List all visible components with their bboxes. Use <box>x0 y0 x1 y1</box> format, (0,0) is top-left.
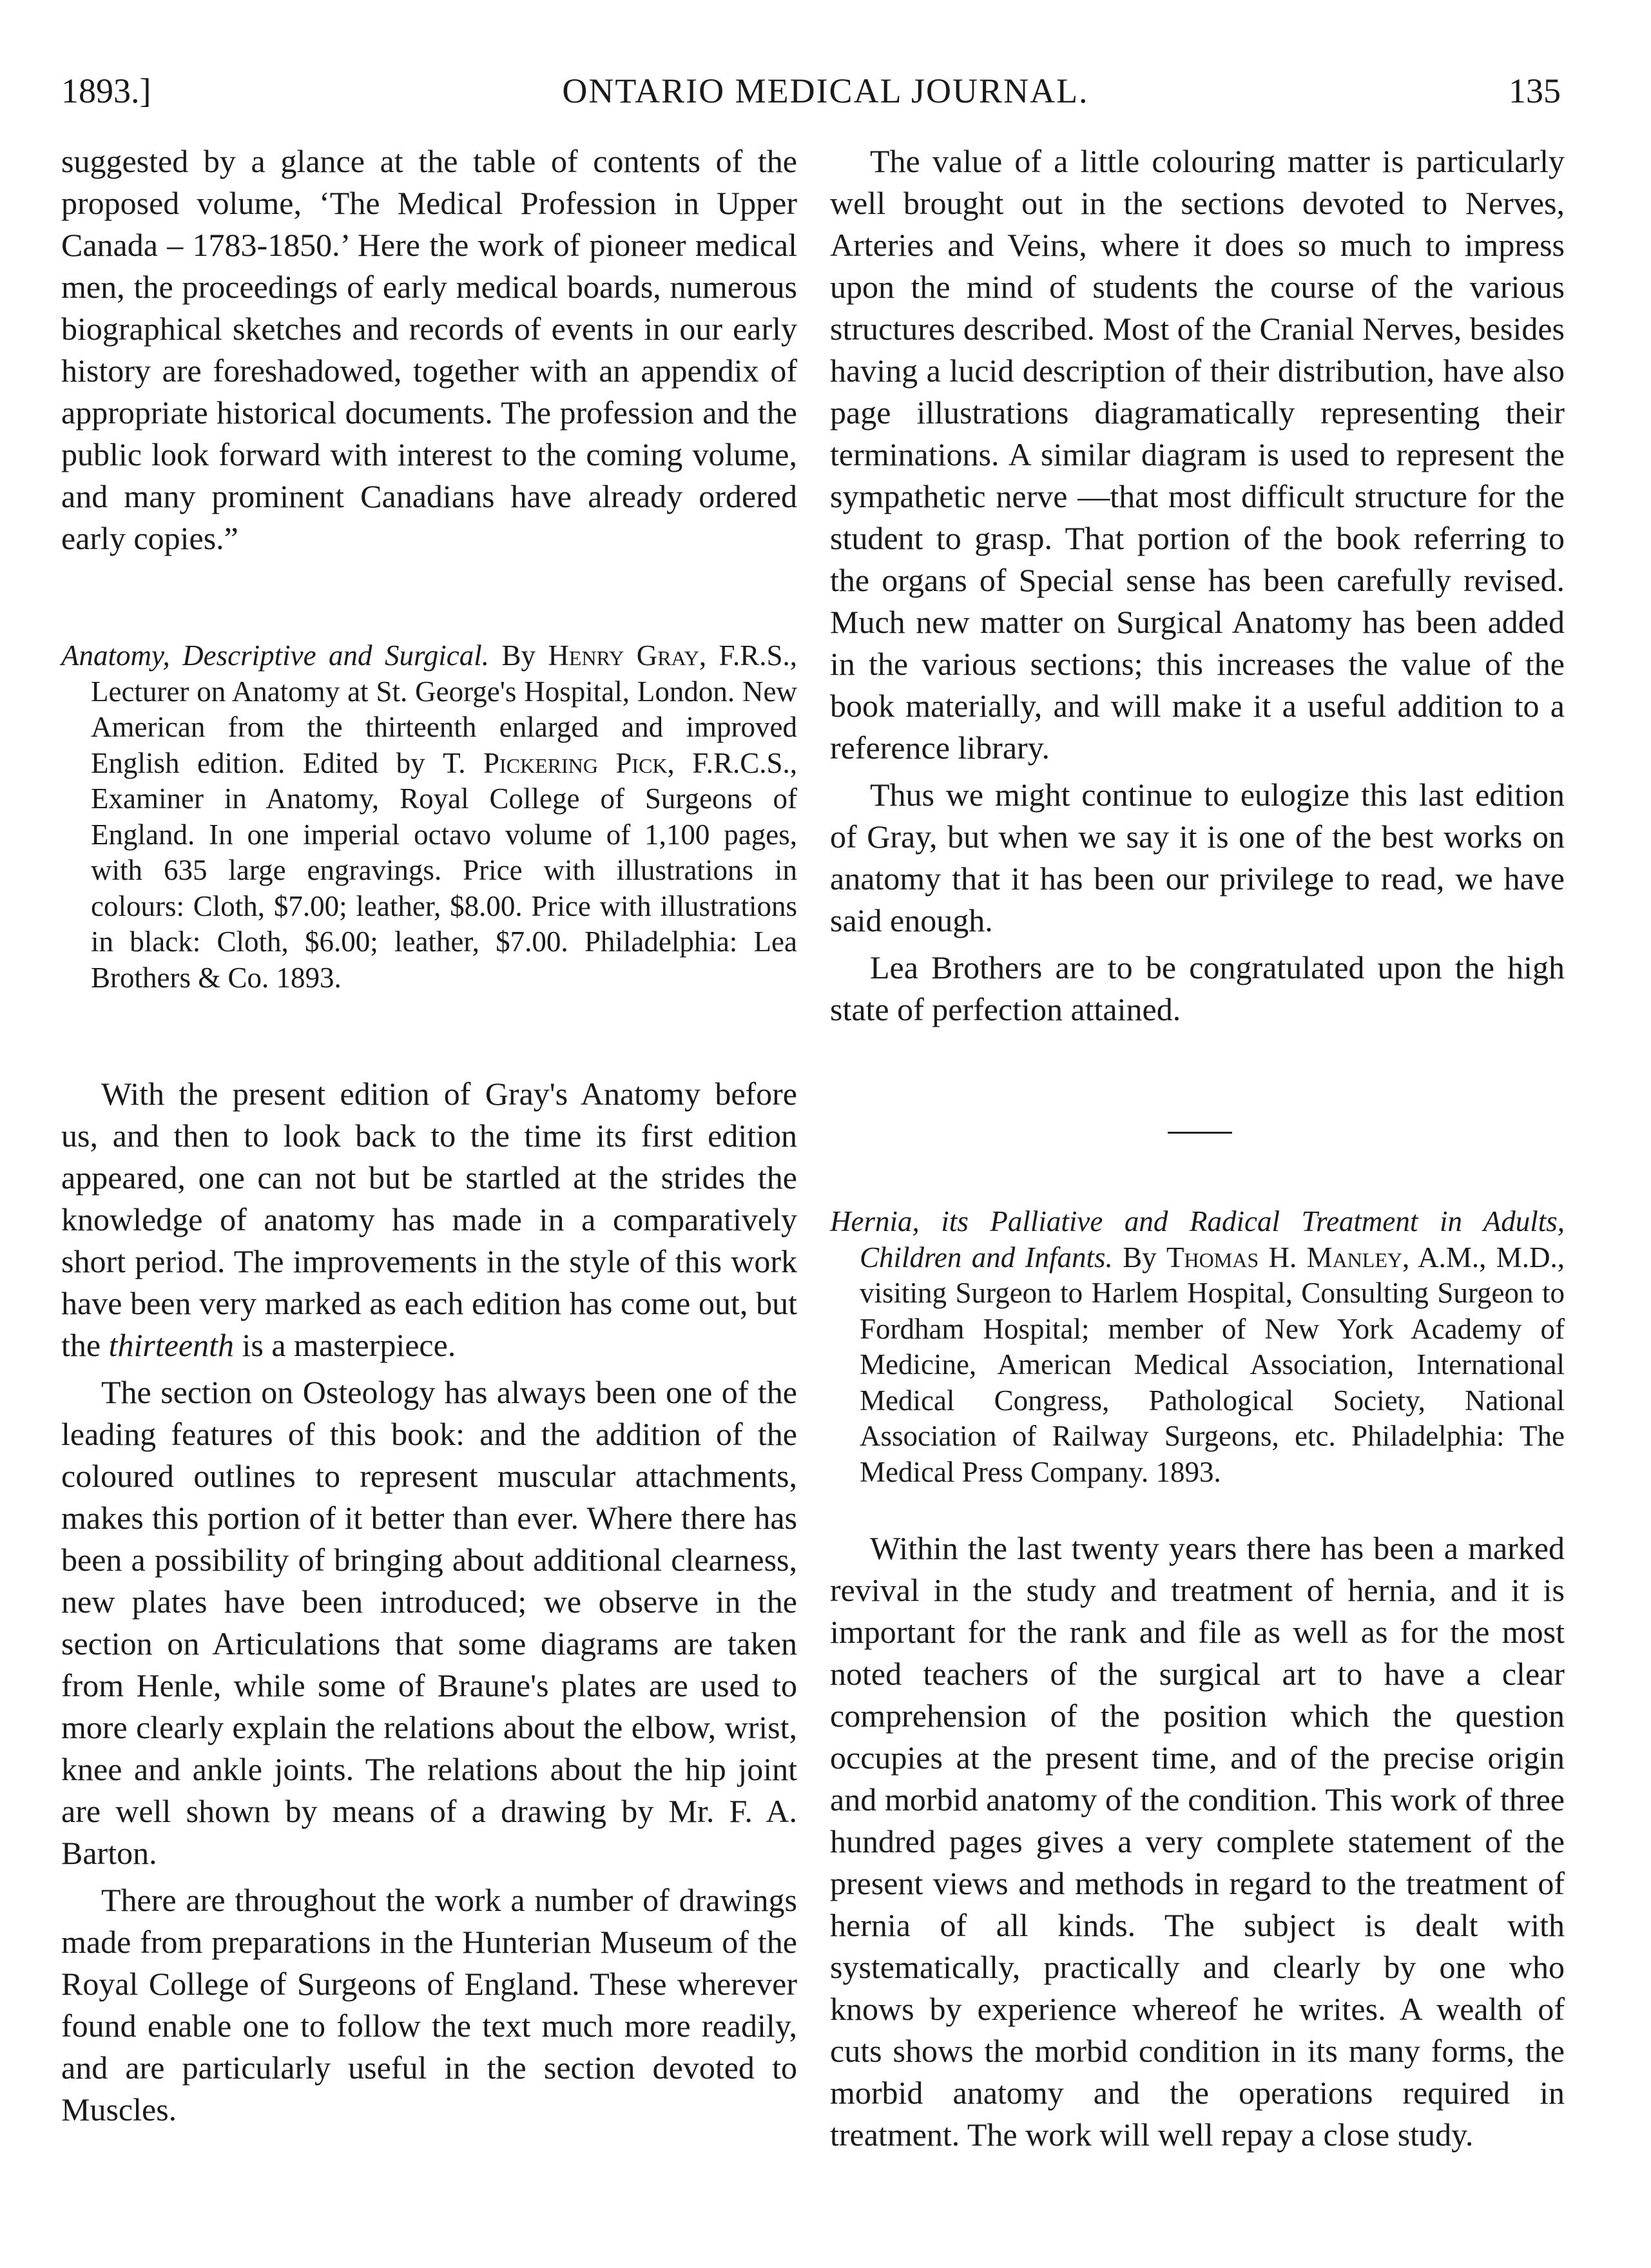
page-number: 135 <box>1509 72 1561 110</box>
paragraph: Thus we might continue to eulogize this last edition of Gray, but when we say it is one of the best works on anatomy that it has been our privilege to read, we have said enough. <box>830 777 1565 938</box>
paragraph: Lea Brothers are to be congratulated upon the high state of perfection attained. <box>830 949 1565 1027</box>
paragraph: The value of a little colouring matter is particularly well brought out in the sections devoted to Nerves, Arteries and Veins, where it does so much to impress upon the mind of students the course of the various structures described. Most of the Cranial Nerves, besides having a lucid description of their distribution, have also page illustrations diagramatically representing their terminations. A similar diagram is used to represent the sympathetic nerve —that most difficult structure for the student to grasp. That portion of the book referring to the organs of Special sense has been carefully revised. Much new matter on Surgical Anatomy has been added in the various sections; this increases the value of the book materially, and will make it a useful addition to a reference library. <box>830 143 1565 766</box>
review-citation <box>61 638 797 996</box>
citation-text: , F.R.C.S., Examiner in Anatomy, Royal College of Surgeons of England. In one imperial octavo volume of 1,100 pages, with 635 large engravings. Price with illustrations in colours: Cloth, $7.00; leather, $8.00. Price with illustrations in black: Cloth, $6.00; leather, $7.00. Philadelphia: Lea Brothers & Co. 1893. <box>91 746 798 994</box>
left-column-intro <box>61 141 797 559</box>
running-header <box>0 71 1651 116</box>
by-text: By <box>1112 1241 1167 1274</box>
citation-text: , A.M., M.D., visiting Surgeon to Harlem Hospital, Consulting Surgeon to Fordham Hospital; member of New York Academy of Medicine, American Medical Association, International Medical Congress, Pathological Society, National Association of Railway Surgeons, etc. Philadelphia: The Medical Press Company. 1893. <box>860 1241 1565 1488</box>
author-name: Henry Gray <box>548 639 699 672</box>
left-column-body <box>61 1073 797 2131</box>
journal-title: ONTARIO MEDICAL JOURNAL. <box>562 72 1089 110</box>
review-citation <box>830 1204 1565 1490</box>
right-column-top <box>830 141 1565 1031</box>
right-column-body <box>830 1527 1565 2156</box>
paragraph: suggested by a glance at the table of contents of the proposed volume, ‘The Medical Profession in Upper Canada – 1783-1850.’ Here the work of pioneer medical men, the proceedings of early medical boards, numerous biographical sketches and records of events in our early history are foreshadowed, together with an appendix of appropriate historical documents. The profession and the public look forward with interest to the coming volume, and many prominent Canadians have already ordered early copies.” <box>61 143 797 556</box>
author-name: Thomas H. Manley <box>1166 1241 1403 1274</box>
paragraph: Within the last twenty years there has been a marked revival in the study and treatment of hernia, and it is important for the rank and file as well as for the most noted teachers of the surgical art to have a clear comprehension of the position which the question occupies at the present time, and of the precise origin and morbid anatomy of the condition. This work of three hundred pages gives a very complete statement of the present views and methods in regard to the treatment of hernia of all kinds. The subject is dealt with systematically, practically and clearly by one who knows by experience whereof he writes. A wealth of cuts shows the morbid condition in its many forms, the morbid anatomy and the operations required in treatment. The work will well repay a close study. <box>830 1530 1565 2153</box>
paragraph: There are throughout the work a number of drawings made from preparations in the Hunterian Museum of the Royal College of Surgeons of England. These wherever found enable one to follow the text much more readily, and are particularly useful in the section devoted to Muscles. <box>61 1882 797 2127</box>
review-gray-anatomy <box>61 638 797 996</box>
section-divider <box>1168 1132 1232 1134</box>
header-year: 1893.] <box>61 72 151 110</box>
editor-name: T. Pickering Pick <box>443 746 668 779</box>
by-text: By <box>489 639 548 672</box>
citation-text: , F.R.S., Lecturer on Anatomy at St. George's Hospital, London. New American from the thirteenth enlarged and improved English edition. Edited by <box>91 639 797 779</box>
review-hernia <box>830 1204 1565 1490</box>
emphasis: thirteenth <box>108 1327 235 1363</box>
book-title: Hernia, its Palliative and Radical Treatment in Adults, Children and Infants. <box>830 1205 1565 1274</box>
book-title: Anatomy, Descriptive and Surgical. <box>61 639 490 672</box>
paragraph: The section on Osteology has always been one of the leading features of this book: and the addition of the coloured outlines to represent muscular attachments, makes this portion of it better than ever. Where there has been a possibility of bringing about additional clearness, new plates have been introduced; we observe in the section on Articulations that some diagrams are taken from Henle, while some of Braune's plates are used to more clearly explain the relations about the elbow, wrist, knee and ankle joints. The relations about the hip joint are well shown by means of a drawing by Mr. F. A. Barton. <box>61 1374 797 1871</box>
paragraph <box>61 1073 797 1366</box>
text: With the present edition of Gray's Anatomy before us, and then to look back to the time its first edition appeared, one can not but be startled at the strides the knowledge of anatomy has made in a comparatively short period. The improvements in the style of this work have been very marked as each edition has come out, but the <box>61 1076 797 1363</box>
text: is a masterpiece. <box>234 1327 456 1363</box>
